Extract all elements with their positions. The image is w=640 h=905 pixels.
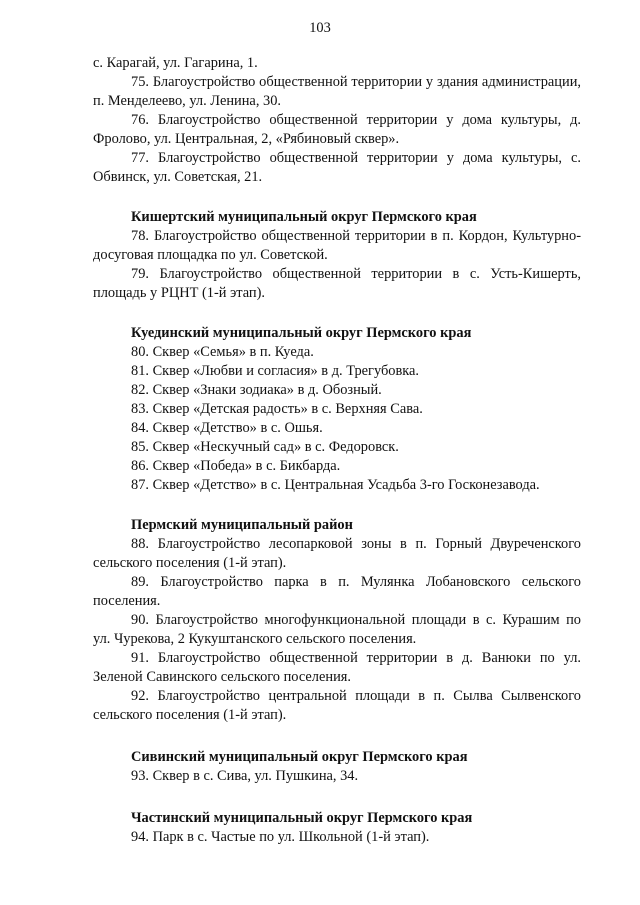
list-item-81: 81. Сквер «Любви и согласия» в д. Трегубовка. <box>131 363 420 379</box>
section-heading-chastinsky: Частинский муниципальный округ Пермского края <box>131 810 473 826</box>
list-item-77: 77. Благоустройство общественной территории у дома культуры, с. Обвинск, ул. Советская, 21. <box>93 150 581 185</box>
list-item-75: 75. Благоустройство общественной территории у здания администрации, п. Менделеево, ул. Ленина, 30. <box>93 74 581 109</box>
list-item-93: 93. Сквер в с. Сива, ул. Пушкина, 34. <box>131 768 359 784</box>
page-number: 103 <box>309 20 331 36</box>
section-spacer <box>93 303 581 324</box>
list-item-89: 89. Благоустройство парка в п. Мулянка Лобановского сельского поселения. <box>93 574 581 609</box>
list-item-79: 79. Благоустройство общественной территории в с. Усть-Кишерть, площадь у РЦНТ (1-й этап). <box>93 266 581 301</box>
section-spacer <box>93 495 581 516</box>
list-item-94: 94. Парк в с. Частые по ул. Школьной (1-й этап). <box>131 829 430 845</box>
section-spacer <box>93 725 581 748</box>
continuation-line: с. Карагай, ул. Гагарина, 1. <box>93 55 258 71</box>
list-item-88: 88. Благоустройство лесопарковой зоны в п. Горный Двуреченского сельского поселения (1-й этап). <box>93 536 581 571</box>
list-item-86: 86. Сквер «Победа» в с. Бикбарда. <box>131 458 341 474</box>
list-item-82: 82. Сквер «Знаки зодиака» в д. Обозный. <box>131 382 382 398</box>
section-heading-kuedinsky: Куединский муниципальный округ Пермского края <box>131 325 472 341</box>
section-heading-sivinsky: Сивинский муниципальный округ Пермского края <box>131 749 468 765</box>
list-item-87: 87. Сквер «Детство» в с. Центральная Усадьба 3-го Госконезавода. <box>131 477 540 493</box>
section-heading-kishertsky: Кишертский муниципальный округ Пермского края <box>131 209 477 225</box>
list-item-80: 80. Сквер «Семья» в п. Куеда. <box>131 344 314 360</box>
list-item-92: 92. Благоустройство центральной площади в п. Сылва Сылвенского сельского поселения (1-й этап). <box>93 688 581 723</box>
section-spacer <box>93 187 581 208</box>
list-item-90: 90. Благоустройство многофункциональной площади в с. Курашим по ул. Чурекова, 2 Кукуштанского сельского поселения. <box>93 612 581 647</box>
list-item-78: 78. Благоустройство общественной территории в п. Кордон, Культурно-досуговая площадка по ул. Советской. <box>93 228 581 263</box>
section-spacer <box>93 786 581 809</box>
list-item-84: 84. Сквер «Детство» в с. Ошья. <box>131 420 323 436</box>
list-item-91: 91. Благоустройство общественной территории в д. Ванюки по ул. Зеленой Савинского сельского поселения. <box>93 650 581 685</box>
list-item-76: 76. Благоустройство общественной территории у дома культуры, д. Фролово, ул. Центральная, 2, «Рябиновый сквер». <box>93 112 581 147</box>
section-heading-permsky: Пермский муниципальный район <box>131 517 353 533</box>
list-item-83: 83. Сквер «Детская радость» в с. Верхняя Сава. <box>131 401 423 417</box>
document-body <box>93 54 581 847</box>
list-item-85: 85. Сквер «Нескучный сад» в с. Федоровск. <box>131 439 399 455</box>
